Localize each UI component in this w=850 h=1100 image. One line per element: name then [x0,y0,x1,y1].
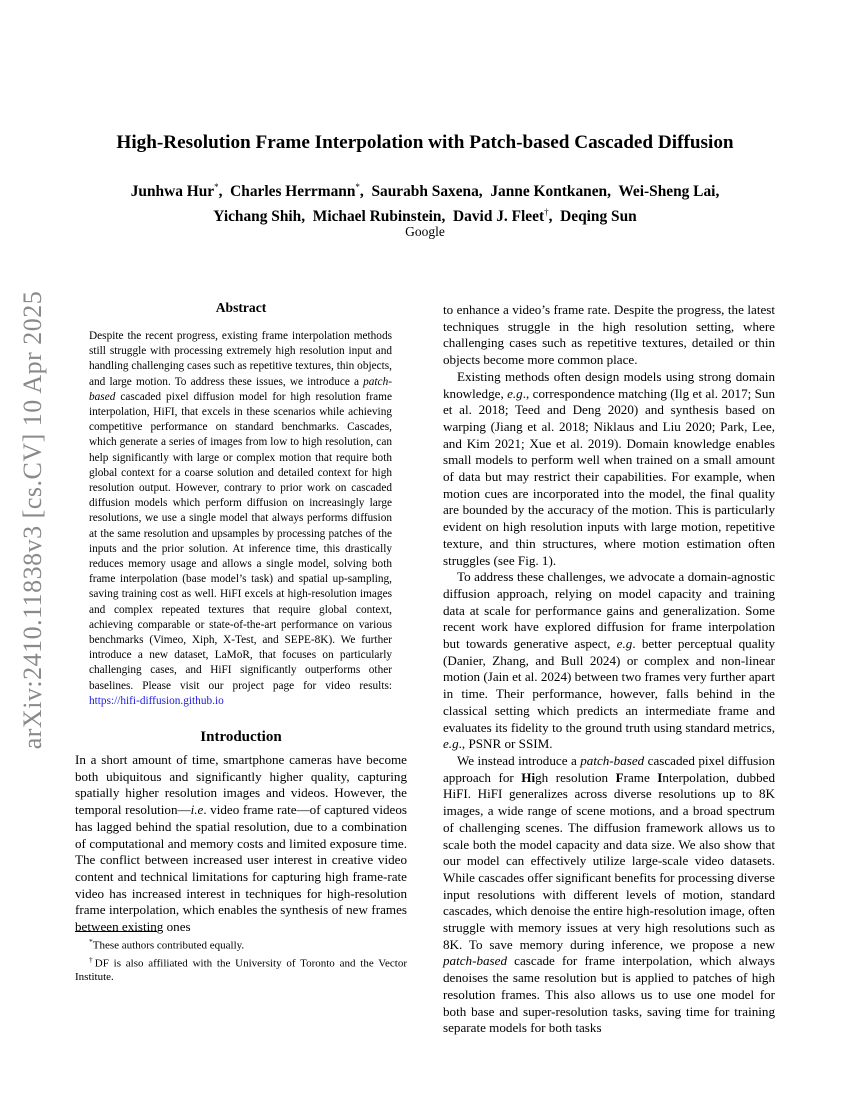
arxiv-identifier: arXiv:2410.11838v3 [cs.CV] 10 Apr 2025 [18,290,47,750]
arxiv-sidebar [6,290,60,750]
introduction-heading: Introduction [200,729,282,745]
abstract-heading: Abstract [215,300,267,315]
author-name: Yichang Shih [213,208,302,226]
paragraph: Existing methods often design models using strong domain knowledge, e.g., correspondence matching (Ilg et al. 2017; Sun et al. 2018; Teed and Deng 2020) and synthesis based on warping (Jiang et al. 2018; Niklaus and Liu 2020; Park, Lee, and Kim 2021; Xue et al. 2019). Domain knowledge enables small models to perform well when trained on a small amount of data but may restrict their capabilities. For example, when motion cues are incorporated into the model, the final quality are bounded by the accuracy of the motion. This is particularly evident on high resolution inputs with large motion, repetitive texture, and thin structures, where motion estimation often struggles (see Fig. 1). [443,368,775,568]
author-line-2: Yichang Shih, Michael Rubinstein, David J. Fleet†, Deqing Sun [213,207,637,226]
footnote-2: †DF is also affiliated with the University of Toronto and the Vector Institute. [75,954,408,984]
author-name: Janne Kontkanen [490,183,608,201]
author-mark: * [355,182,360,192]
author-name: Saurabh Saxena [371,183,479,201]
paragraph: to enhance a video’s frame rate. Despite the progress, the latest techniques struggle in the high resolution setting, where challenging cases such as repetitive textures, detailed or thin objects become more common place. [443,302,775,368]
footnotes [75,935,407,984]
author-name: Wei-Sheng Lai [618,183,716,201]
abstract-text: Despite the recent progress, existing frame interpolation methods still struggle with processing extremely high resolution input and handling challenging cases such as repetitive textures, thin objects, and large motion. To address these issues, we introduce a patch-based cascaded pixel diffusion model for high resolution frame interpolation, HiFI, that excels in these scenarios while achieving competitive performance on standard benchmarks. Cascades, which generate a series of images from low to high resolution, can help significantly with large or complex motion that require both global context for a coarse solution and detailed context for high resolution output. However, contrary to prior work on cascaded diffusion models which perform diffusion on increasingly large resolutions, we use a single model that always performs diffusion at the same resolution and upsamples by processing patches of the inputs and the prior solution. At inference time, this drastically reduces memory usage and allows a single model, solving both frame interpolation (base model’s task) and spatial up-sampling, saving training cost as well. HiFI excels at high-resolution images and complex repeated textures that require global context, achieving comparable or state-of-the-art performance on various benchmarks (Vimeo, Xiph, X-Test, and SEPE-8K). We further introduce a new dataset, LaMoR, that focuses on particularly challenging cases, and HiFI significantly outperforms other baselines. Please visit our project page for video results: https://hifi-diffusion.github.io [89,330,392,707]
author-mark: * [214,182,219,192]
paper-title: High-Resolution Frame Interpolation with Patch-based Cascaded Diffusion [116,132,734,153]
footnote-divider [75,931,157,932]
right-column [443,302,775,1037]
author-list [0,177,850,227]
author-name: Deqing Sun [560,208,637,226]
author-name: Michael Rubinstein [312,208,442,226]
author-mark: † [544,207,549,218]
introduction-paragraph: In a short amount of time, smartphone cameras have become both ubiquitous and significantly higher quality, capturing spatially higher resolution images and videos. However, the temporal resolution—i.e. video frame rate—of captured videos has lagged behind the spatial resolution, due to a combination of computational and memory costs and limited exposure time. The conflict between increased user interest in creative video content and technical limitations for capturing high frame-rate video has increased interest in techniques for high-resolution frame interpolation, which enables the synthesis of new frames between existing ones [75,752,407,935]
author-name: David J. Fleet [453,208,545,226]
author-name: Charles Herrmann [230,183,356,201]
author-name: Junhwa Hur [130,183,215,201]
paragraph: To address these challenges, we advocate a domain-agnostic diffusion approach, relying on model capacity and training data at scale for performance gains and generalization. Some recent work have explored diffusion for frame interpolation but towards generative aspect, e.g. better perceptual quality (Danier, Zhang, and Bull 2024) or complex and non-linear motion (Jain et al. 2024) between two frames very further apart in time. Their performance, however, falls behind in the classical setting which predicts an intermediate frame and evaluates its fidelity to the ground truth using standard metrics, e.g., PSNR or SSIM. [443,569,776,752]
affiliation: Google [405,224,445,239]
footnote-1: *These authors contributed equally. [89,937,245,952]
paragraph: We instead introduce a patch-based cascaded pixel diffusion approach for High resolution Frame Interpolation, dubbed HiFI. HiFI generalizes across diverse resolutions up to 8K images, a wide range of scene motions, and a broad spectrum of challenging scenes. The diffusion framework allows us to scale both the model capacity and data size. We also show that our model can effectively utilize large-scale video datasets. While cascades offer significant benefits for processing diverse input resolutions with different levels of motion, standard cascades, which denoise the entire high-resolution image, often struggle with memory issues at very high resolutions such as 8K. To save memory during inference, we propose a new patch-based cascade for frame interpolation, which always denoises the same resolution but is applied to patches of high resolution frames. This also allows us to use one model for both base and super-resolution tasks, saving time for training separate models for both tasks [443,752,775,1036]
project-page-link[interactable]: https://hifi-diffusion.github.io [89,694,224,707]
author-line-1: Junhwa Hur*, Charles Herrmann*, Saurabh Saxena, Janne Kontkanen, Wei-Sheng Lai, [130,182,720,201]
